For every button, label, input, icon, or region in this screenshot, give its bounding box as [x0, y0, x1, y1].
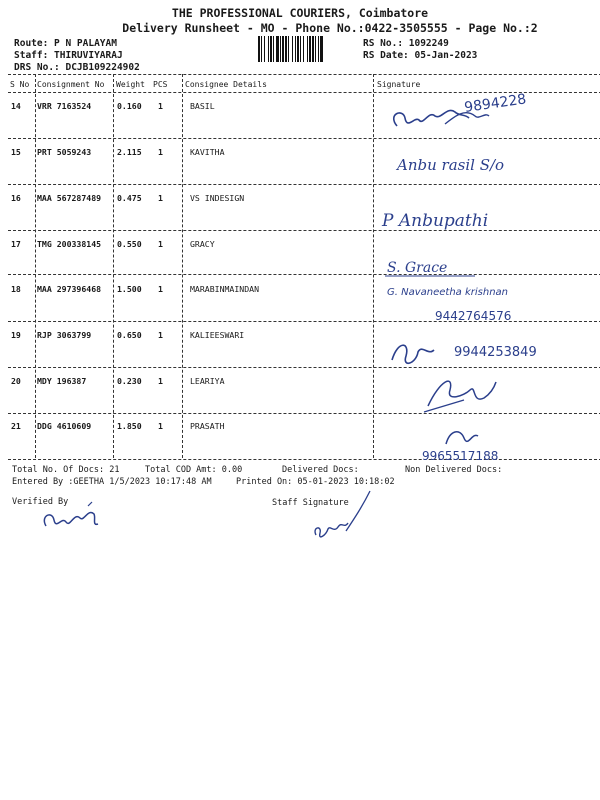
row-weight: 1.850: [117, 421, 142, 431]
barcode: [258, 36, 358, 62]
row-consignment: PRT 5059243: [37, 147, 92, 157]
row-consignment: TMG 200338145: [37, 239, 102, 249]
row-weight: 1.500: [117, 284, 142, 294]
verified-by-label: Verified By: [12, 497, 69, 507]
row-consignment: DDG 4610609: [37, 421, 92, 431]
row-consignment: VRR 7163524: [37, 101, 92, 111]
col-header-signature: Signature: [377, 80, 421, 89]
row-sno: 16: [11, 193, 21, 203]
row-pcs: 1: [158, 421, 163, 431]
row-rule: [8, 413, 600, 414]
row-weight: 0.650: [117, 330, 142, 340]
col-header-pcs: PCS: [153, 80, 168, 89]
row-consignee: PRASATH: [190, 421, 225, 431]
row-weight: 0.230: [117, 376, 142, 386]
row-consignment: RJP 3063799: [37, 330, 92, 340]
signature-row-21: [420, 424, 540, 466]
row-rule: [8, 138, 600, 139]
row-sno: 17: [11, 239, 21, 249]
row-consignee: KAVITHA: [190, 147, 225, 157]
row-consignment: MAA 297396468: [37, 284, 102, 294]
col-header-sno: S No: [10, 80, 30, 89]
svg-text:9442764576: 9442764576: [435, 309, 512, 323]
svg-text:9965517188: 9965517188: [422, 449, 499, 463]
signature-row-20: [420, 370, 500, 416]
signature-row-17: [385, 254, 505, 280]
row-weight: 2.115: [117, 147, 142, 157]
row-pcs: 1: [158, 193, 163, 203]
row-weight: 0.550: [117, 239, 142, 249]
route-label: Route: P N PALAYAM: [14, 38, 117, 49]
row-sno: 20: [11, 376, 21, 386]
barcode-bar: [323, 36, 324, 62]
col-divider: [35, 74, 36, 458]
rs-number: RS No.: 1092249: [363, 38, 449, 49]
signature-row-15: [395, 148, 565, 184]
row-sno: 18: [11, 284, 21, 294]
row-consignee: KALIEESWARI: [190, 330, 245, 340]
row-pcs: 1: [158, 239, 163, 249]
row-consignee: MARABINMAINDAN: [190, 284, 260, 294]
col-header-weight: Weight: [116, 80, 145, 89]
runsheet-subtitle: Delivery Runsheet - MO - Phone No.:0422-3505555 - Page No.:2: [122, 21, 538, 35]
signature-row-16: [380, 200, 530, 236]
row-pcs: 1: [158, 284, 163, 294]
row-consignee: LEARIYA: [190, 376, 225, 386]
printed-on: Printed On: 05-01-2023 10:18:02: [236, 477, 395, 487]
row-consignee: BASIL: [190, 101, 215, 111]
row-pcs: 1: [158, 147, 163, 157]
drs-number: DRS No.: DCJB109224902: [14, 62, 140, 73]
signature-row-19: [388, 334, 578, 370]
row-sno: 14: [11, 101, 21, 111]
delivered-docs: Delivered Docs:: [282, 465, 359, 475]
row-sno: 15: [11, 147, 21, 157]
rs-date: RS Date: 05-Jan-2023: [363, 50, 478, 61]
row-consignee: VS INDESIGN: [190, 193, 245, 203]
staff-label: Staff: THIRUVIYARAJ: [14, 50, 123, 61]
signature-row-14: [385, 86, 565, 136]
entered-by: Entered By :GEETHA 1/5/2023 10:17:48 AM: [12, 477, 212, 487]
row-consignment: MDY 196387: [37, 376, 87, 386]
row-sno: 21: [11, 421, 21, 431]
svg-text:Anbu rasil S/o: Anbu rasil S/o: [397, 156, 505, 174]
col-divider: [182, 74, 183, 458]
row-consignee: GRACY: [190, 239, 215, 249]
total-cod: Total COD Amt: 0.00: [145, 465, 243, 475]
row-weight: 0.160: [117, 101, 142, 111]
svg-text:9944253849: 9944253849: [454, 345, 537, 360]
total-docs: Total No. Of Docs: 21: [12, 465, 120, 475]
col-header-consignment: Consignment No: [37, 80, 105, 89]
col-divider: [373, 74, 374, 458]
non-delivered-docs: Non Delivered Docs:: [405, 465, 503, 475]
row-pcs: 1: [158, 330, 163, 340]
col-divider: [113, 74, 114, 458]
staff-signature-label: Staff Signature: [272, 498, 349, 508]
svg-text:9894228: 9894228: [463, 91, 528, 116]
row-rule: [8, 184, 600, 185]
svg-text:G. Navaneetha krishnan: G. Navaneetha krishnan: [387, 287, 509, 298]
row-rule: [8, 274, 600, 275]
staff-signature: [310, 485, 380, 547]
row-weight: 0.475: [117, 193, 142, 203]
row-consignment: MAA 567287489: [37, 193, 102, 203]
verifier-signature: [38, 500, 108, 534]
signature-row-18: [385, 280, 575, 328]
row-sno: 19: [11, 330, 21, 340]
svg-text:P Anbupathi: P Anbupathi: [382, 211, 489, 231]
table-top-rule: [8, 74, 600, 75]
row-pcs: 1: [158, 376, 163, 386]
svg-text:S. Grace: S. Grace: [387, 260, 448, 276]
company-title: THE PROFESSIONAL COURIERS, Coimbatore: [171, 6, 429, 20]
row-pcs: 1: [158, 101, 163, 111]
col-header-consignee: Consignee Details: [185, 80, 267, 89]
